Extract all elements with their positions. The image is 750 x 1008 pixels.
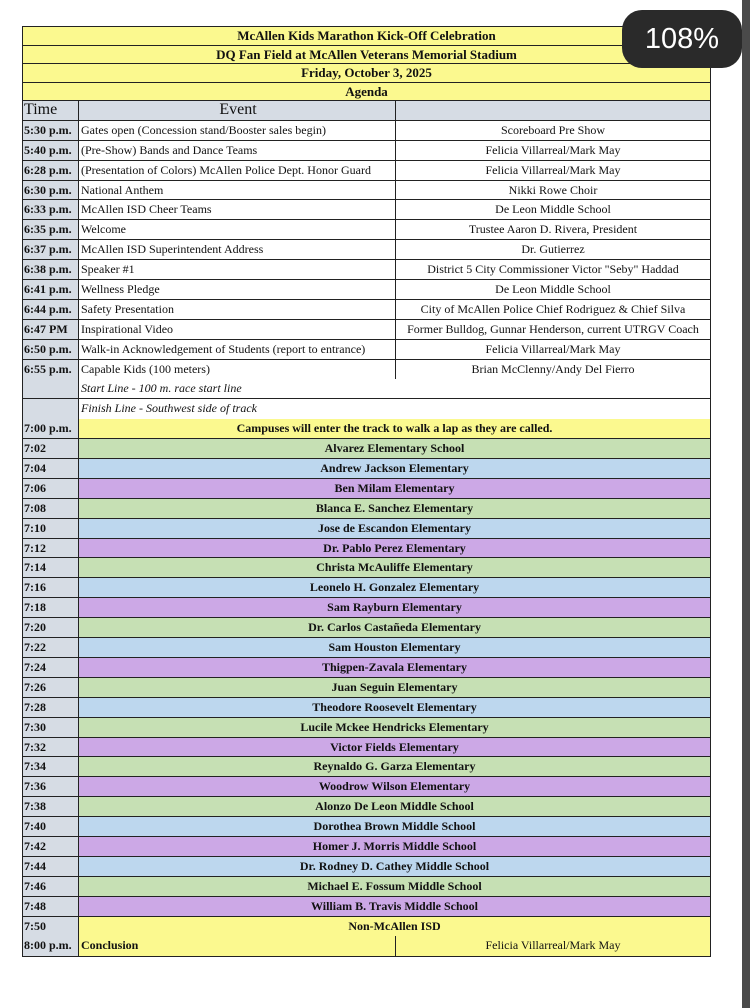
event-cell: Conclusion	[79, 936, 396, 956]
campus-row	[23, 479, 710, 499]
venue-title: DQ Fan Field at McAllen Veterans Memorial Stadium	[23, 46, 710, 65]
program-row	[23, 161, 710, 181]
time-cell: 6:35 p.m.	[23, 220, 79, 239]
time-cell: 6:47 PM	[23, 320, 79, 339]
campus-row	[23, 519, 710, 539]
campus-name: Dr. Carlos Castañeda Elementary	[79, 618, 710, 637]
presenter-cell: Nikki Rowe Choir	[508, 182, 598, 197]
walk-intro-row	[23, 419, 710, 439]
presenter-cell: Felicia Villarreal/Mark May	[485, 341, 621, 356]
presenter-cell: Scoreboard Pre Show	[501, 122, 605, 137]
campus-row	[23, 598, 710, 618]
time-cell: 7:18	[23, 598, 79, 617]
presenter-cell: City of McAllen Police Chief Rodriguez & Chief Silva	[420, 301, 686, 316]
campus-row	[23, 539, 710, 559]
campus-row	[23, 738, 710, 758]
program-row	[23, 260, 710, 280]
event-cell: McAllen ISD Cheer Teams	[79, 200, 396, 219]
campus-row	[23, 678, 710, 698]
time-cell: 8:00 p.m.	[23, 936, 79, 956]
time-cell: 7:04	[23, 459, 79, 478]
program-row	[23, 220, 710, 240]
time-cell: 7:40	[23, 817, 79, 836]
time-cell: 6:28 p.m.	[23, 161, 79, 180]
campus-name: Leonelo H. Gonzalez Elementary	[79, 578, 710, 597]
time-cell: 7:32	[23, 738, 79, 757]
campus-row	[23, 877, 710, 897]
event-cell: Gates open (Concession stand/Booster sales begin)	[79, 121, 396, 140]
time-cell	[23, 399, 79, 419]
campus-name: Alonzo De Leon Middle School	[79, 797, 710, 816]
note-text: Start Line - 100 m. race start line	[81, 381, 242, 396]
time-cell: 7:00 p.m.	[23, 419, 79, 438]
date-title: Friday, October 3, 2025	[23, 64, 710, 83]
note-row	[23, 379, 710, 399]
time-cell: 7:38	[23, 797, 79, 816]
campus-row	[23, 439, 710, 459]
presenter-cell: Felicia Villarreal/Mark May	[485, 142, 621, 157]
time-cell: 7:16	[23, 578, 79, 597]
zoom-level-badge: 108%	[622, 10, 742, 68]
campus-row	[23, 499, 710, 519]
time-cell: 5:30 p.m.	[23, 121, 79, 140]
time-cell: 7:30	[23, 718, 79, 737]
campus-row	[23, 658, 710, 678]
time-cell: 7:10	[23, 519, 79, 538]
campus-row	[23, 459, 710, 479]
presenter-cell: District 5 City Commissioner Victor "Seby" Haddad	[427, 262, 679, 277]
campus-name: Homer J. Morris Middle School	[79, 837, 710, 856]
column-header-event: Event	[79, 101, 396, 120]
program-row	[23, 240, 710, 260]
campus-name: Jose de Escandon Elementary	[79, 519, 710, 538]
program-row	[23, 300, 710, 320]
presenter-cell: Dr. Gutierrez	[521, 242, 585, 257]
program-row	[23, 181, 710, 201]
event-cell: National Anthem	[79, 181, 396, 200]
time-cell: 6:30 p.m.	[23, 181, 79, 200]
time-cell: 7:12	[23, 539, 79, 558]
campus-row	[23, 817, 710, 837]
campus-name: Michael E. Fossum Middle School	[79, 877, 710, 896]
time-cell: 7:42	[23, 837, 79, 856]
conclusion-row	[23, 936, 710, 956]
campus-name: Ben Milam Elementary	[79, 479, 710, 498]
program-row	[23, 360, 710, 380]
event-cell: Welcome	[79, 220, 396, 239]
presenter-cell: Trustee Aaron D. Rivera, President	[468, 222, 638, 237]
walk-intro-text: Campuses will enter the track to walk a lap as they are called.	[79, 419, 710, 438]
campus-row	[23, 837, 710, 857]
time-cell: 6:37 p.m.	[23, 240, 79, 259]
time-cell: 6:38 p.m.	[23, 260, 79, 279]
event-cell: McAllen ISD Superintendent Address	[79, 240, 396, 259]
time-cell: 6:33 p.m.	[23, 200, 79, 219]
campus-name: William B. Travis Middle School	[79, 897, 710, 916]
event-cell: Capable Kids (100 meters)	[79, 360, 396, 380]
campus-row	[23, 558, 710, 578]
campus-row	[23, 698, 710, 718]
campus-row	[23, 797, 710, 817]
time-cell: 7:34	[23, 757, 79, 776]
campus-name: Reynaldo G. Garza Elementary	[79, 757, 710, 776]
event-cell: Speaker #1	[79, 260, 396, 279]
event-cell: Safety Presentation	[79, 300, 396, 319]
event-cell: Wellness Pledge	[79, 280, 396, 299]
agenda-table	[22, 26, 711, 957]
event-cell: (Presentation of Colors) McAllen Police Dept. Honor Guard	[79, 161, 396, 180]
program-row	[23, 121, 710, 141]
time-cell: 7:44	[23, 857, 79, 876]
presenter-cell: Brian McClenny/Andy Del Fierro	[471, 361, 635, 376]
time-cell: 7:22	[23, 638, 79, 657]
time-cell: 6:50 p.m.	[23, 340, 79, 359]
note-text: Finish Line - Southwest side of track	[81, 401, 257, 416]
time-cell: 5:40 p.m.	[23, 141, 79, 160]
program-row	[23, 280, 710, 300]
campus-name: Dr. Pablo Perez Elementary	[79, 539, 710, 558]
time-cell	[23, 379, 79, 398]
program-row	[23, 141, 710, 161]
program-row	[23, 320, 710, 340]
time-cell: 7:48	[23, 897, 79, 916]
campus-name: Woodrow Wilson Elementary	[79, 777, 710, 796]
campus-row	[23, 777, 710, 797]
event-cell: Inspirational Video	[79, 320, 396, 339]
campus-row	[23, 857, 710, 877]
time-cell: 7:06	[23, 479, 79, 498]
campus-row	[23, 718, 710, 738]
campus-name: Dr. Rodney D. Cathey Middle School	[79, 857, 710, 876]
campus-name: Theodore Roosevelt Elementary	[79, 698, 710, 717]
time-cell: 7:28	[23, 698, 79, 717]
campus-name: Thigpen-Zavala Elementary	[79, 658, 710, 677]
time-cell: 7:14	[23, 558, 79, 577]
time-cell: 7:50	[23, 917, 79, 937]
campus-row	[23, 897, 710, 917]
time-cell: 7:36	[23, 777, 79, 796]
campus-name: Non-McAllen ISD	[79, 917, 710, 937]
campus-row	[23, 638, 710, 658]
presenter-cell: Felicia Villarreal/Mark May	[485, 162, 621, 177]
time-cell: 7:02	[23, 439, 79, 458]
campus-name: Sam Houston Elementary	[79, 638, 710, 657]
campus-name: Lucile Mckee Hendricks Elementary	[79, 718, 710, 737]
campus-name: Victor Fields Elementary	[79, 738, 710, 757]
time-cell: 6:41 p.m.	[23, 280, 79, 299]
event-cell: Walk-in Acknowledgement of Students (report to entrance)	[79, 340, 396, 359]
note-row	[23, 399, 710, 419]
scrollbar[interactable]	[742, 0, 750, 1008]
time-cell: 6:55 p.m.	[23, 360, 79, 380]
campus-row	[23, 917, 710, 937]
presenter-cell: Former Bulldog, Gunnar Henderson, current UTRGV Coach	[407, 321, 699, 336]
campus-row	[23, 757, 710, 777]
column-header-time: Time	[23, 101, 79, 120]
campus-row	[23, 578, 710, 598]
campus-name: Sam Rayburn Elementary	[79, 598, 710, 617]
campus-name: Andrew Jackson Elementary	[79, 459, 710, 478]
campus-name: Juan Seguin Elementary	[79, 678, 710, 697]
column-header-row	[23, 101, 710, 121]
event-cell: (Pre-Show) Bands and Dance Teams	[79, 141, 396, 160]
campus-name: Alvarez Elementary School	[79, 439, 710, 458]
program-row	[23, 200, 710, 220]
time-cell: 7:46	[23, 877, 79, 896]
campus-row	[23, 618, 710, 638]
time-cell: 7:24	[23, 658, 79, 677]
time-cell: 6:44 p.m.	[23, 300, 79, 319]
time-cell: 7:26	[23, 678, 79, 697]
campus-name: Blanca E. Sanchez Elementary	[79, 499, 710, 518]
presenter-cell: Felicia Villarreal/Mark May	[396, 936, 710, 956]
campus-name: Dorothea Brown Middle School	[79, 817, 710, 836]
time-cell: 7:20	[23, 618, 79, 637]
column-header-presenter	[396, 101, 710, 120]
presenter-cell: De Leon Middle School	[495, 202, 611, 217]
event-title: McAllen Kids Marathon Kick-Off Celebration	[23, 27, 710, 46]
agenda-title: Agenda	[23, 83, 710, 102]
program-row	[23, 340, 710, 360]
presenter-cell: De Leon Middle School	[495, 282, 611, 297]
campus-name: Christa McAuliffe Elementary	[79, 558, 710, 577]
time-cell: 7:08	[23, 499, 79, 518]
